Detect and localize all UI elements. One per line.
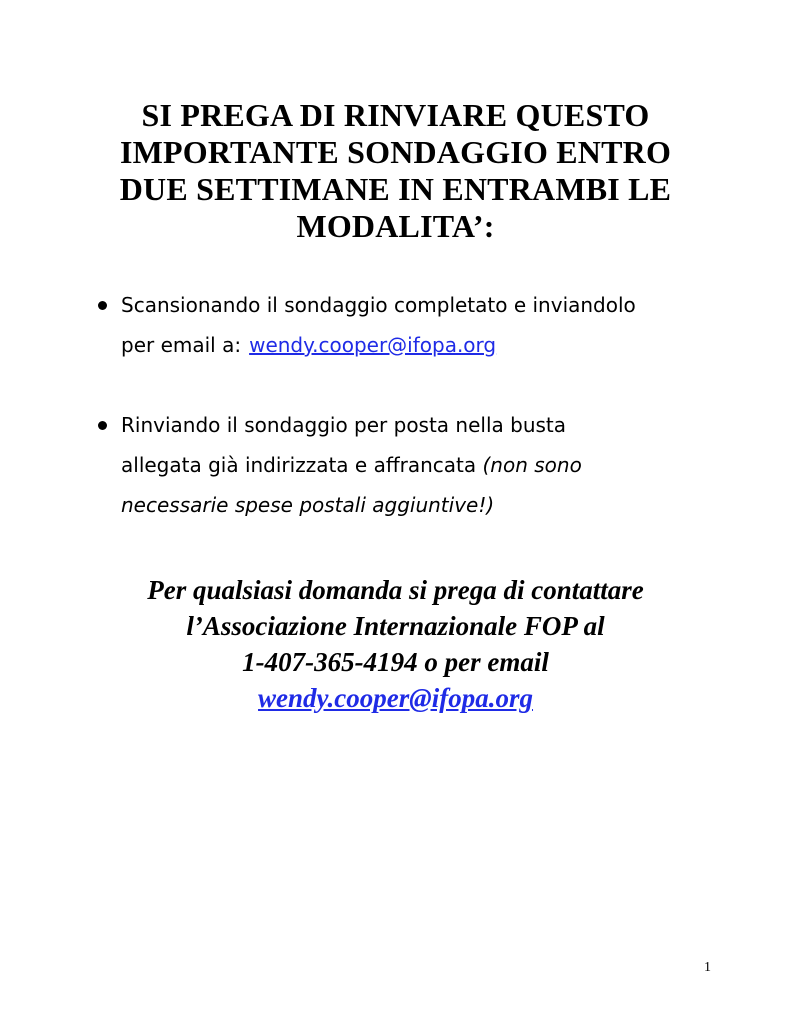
contact-email-line xyxy=(60,680,731,716)
list-item-text xyxy=(121,325,735,365)
instructions-list xyxy=(95,285,735,525)
list-item-text: Scansionando il sondaggio completato e inviandolo xyxy=(121,293,636,317)
contact-paragraph xyxy=(60,572,731,716)
page-title xyxy=(80,97,711,245)
italic-note: (non sono xyxy=(482,453,582,477)
bullet-icon xyxy=(98,421,107,430)
bullet-icon xyxy=(98,301,107,310)
title-line: IMPORTANTE SONDAGGIO ENTRO xyxy=(119,134,672,170)
email-prefix-text: per email a: xyxy=(121,333,242,357)
list-item-scan-email xyxy=(95,285,735,365)
title-line: MODALITA’: xyxy=(296,208,495,244)
contact-line: Per qualsiasi domanda si prega di contattare xyxy=(147,575,644,605)
contact-line: l’Associazione Internazionale FOP al xyxy=(186,611,605,641)
title-line: SI PREGA DI RINVIARE QUESTO xyxy=(141,97,650,133)
contact-line: 1-407-365-4194 o per email xyxy=(242,647,549,677)
title-line: DUE SETTIMANE IN ENTRAMBI LE xyxy=(119,171,672,207)
list-item-text: Rinviando il sondaggio per posta nella busta xyxy=(121,413,567,437)
contact-email-link[interactable]: wendy.cooper@ifopa.org xyxy=(258,683,533,713)
email-link[interactable]: wendy.cooper@ifopa.org xyxy=(249,333,497,357)
page-number: 1 xyxy=(704,960,711,975)
list-item-mail-envelope xyxy=(95,405,735,525)
plain-text: allegata già indirizzata e affrancata xyxy=(121,453,477,477)
list-item-text xyxy=(121,445,735,485)
italic-note: necessarie spese postali aggiuntive!) xyxy=(121,493,495,517)
